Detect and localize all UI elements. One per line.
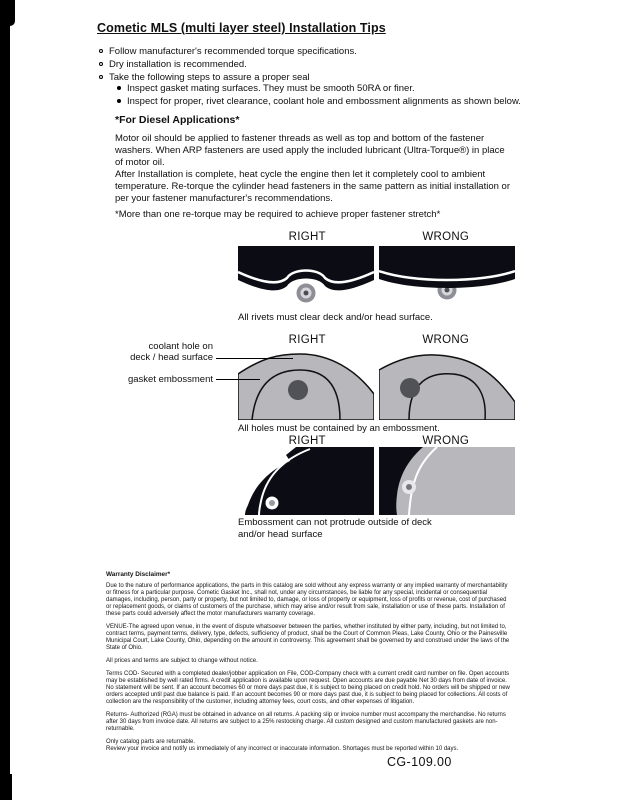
fig3-right-image xyxy=(238,447,374,515)
intro-bullet-list xyxy=(99,45,357,84)
disclaimer-paragraph: VENUE-The agreed upon venue, in the event of dispute whatsoever between the parties, whether instituted by either party, including, but not limited to, contract terms, payment terms, delivery, type, defects, sufficiency of product, shall be the Court of Common Pleas, Lake County, Ohio or the Painesville Municipal Court, Lake County, Ohio, depending on the amount in controversy. This agreement shall be governed by and construed under the laws of the State of Ohio. xyxy=(106,624,510,651)
bullet-text: Inspect for proper, rivet clearance, coolant hole and embossment alignments as shown below. xyxy=(127,96,521,107)
fig1-caption: All rivets must clear deck and/or head surface. xyxy=(238,312,433,323)
figures-section xyxy=(0,229,618,554)
warranty-disclaimer-section xyxy=(106,571,513,759)
fig1-right-image xyxy=(238,246,374,308)
fig1-wrong-label: WRONG xyxy=(422,231,470,243)
page-title: Cometic MLS (multi layer steel) Installation Tips xyxy=(97,21,386,35)
bullet-text: Inspect gasket mating surfaces. They must be smooth 50RA or finer. xyxy=(127,83,415,94)
disclaimer-paragraph: Review your invoice and notify us immediately of any incorrect or inaccurate information. Shortages must be reported within 10 days. xyxy=(106,746,459,752)
gasket-embossment-annotation: gasket embossment xyxy=(127,374,213,385)
disclaimer-heading: Warranty Disclaimer* xyxy=(106,571,171,578)
fig3-right-label: RIGHT xyxy=(288,435,326,447)
fig2-caption: All holes must be contained by an embossment. xyxy=(238,423,440,434)
fig1-labels xyxy=(238,231,515,243)
list-item xyxy=(117,95,521,108)
catalog-page-code: CG-109.00 xyxy=(387,755,452,769)
annotation-line: deck / head surface xyxy=(130,352,213,363)
scan-edge-notch-bottom xyxy=(0,774,12,800)
disclaimer-paragraph: Returns- Authorized (RGA) must be obtained in advance on all returns. A packing slip or invoice number must accompany the merchandise. No returns after 30 days from invoice date. All returns are subject to a 25% restocking charge. All custom designed and custom manufactured gaskets are non-returnable. xyxy=(106,712,506,732)
annotation-line: coolant hole on xyxy=(148,341,213,352)
caption-line: and/or head surface xyxy=(238,528,323,540)
retorque-note: *More than one re-torque may be required to achieve proper fastener stretch* xyxy=(115,209,441,220)
diesel-paragraph-1: Motor oil should be applied to fastener threads as well as top and bottom of the fastener washers. When ARP fasteners are used apply the included lubricant (Ultra-Torque®) in place of motor oil. xyxy=(115,133,505,168)
coolant-hole-annotation xyxy=(107,341,213,363)
disc-bullet-icon xyxy=(117,99,121,103)
sub-bullet-list xyxy=(117,82,521,108)
disclaimer-paragraph: All prices and terms are subject to change without notice. xyxy=(106,658,258,664)
scan-edge-notch-top xyxy=(0,0,15,26)
fig3-caption xyxy=(238,517,468,540)
fig1-wrong-image xyxy=(379,246,515,308)
fig3-wrong-image xyxy=(379,447,515,515)
diesel-applications-heading: *For Diesel Applications* xyxy=(115,114,240,126)
circle-bullet-icon xyxy=(99,49,103,53)
fig2-right-label: RIGHT xyxy=(288,334,326,346)
coolant-hole-leader-line xyxy=(216,358,293,359)
bullet-text: Take the following steps to assure a proper seal xyxy=(109,72,310,83)
fig3-images xyxy=(238,447,515,515)
disc-bullet-icon xyxy=(117,86,121,90)
disclaimer-paragraph: Terms COD- Secured with a completed dealer/jobber application on File, COD-Company check with a current credit card number on file. Open accounts may be established by well rated firms. A credit application is available upon request. Open accounts are due payable Net 30 days from date of invoice. No statement will be sent. If an account becomes 60 or more days past due, it is subject to being placed on credit hold. No orders will be shipped or new orders accepted until past due balance is paid. If an account becomes 90 or more days past due, it is subject to being placed for collections. All costs of collection are the responsibility of the customer, including attorney fees, court costs, and other expenses of litigation. xyxy=(106,671,510,705)
disclaimer-paragraph: Only catalog parts are returnable. xyxy=(106,739,196,745)
embossment-leader-line xyxy=(216,379,260,380)
bullet-text: Dry installation is recommended. xyxy=(109,59,247,70)
circle-bullet-icon xyxy=(99,75,103,79)
list-item xyxy=(117,82,521,95)
disclaimer-paragraph: Due to the nature of performance applications, the parts in this catalog are sold without any express warranty or any implied warranty of merchantability or fitness for a particular purpose. Cometic Gasket Inc., shall not, under any circumstances, be liable for any special, incidental or consequential damages, including, person, party or property, but not limited to, damage, or loss of property or equipment, loss of profits or revenue, cost of purchased or replacement goods, or claims of customers of the purchase, which may arise and/or result from sale, installation or use of these parts. Installation of these parts could adversely affect the motor manufacturers warranty coverage. xyxy=(106,583,508,617)
fig3-wrong-label: WRONG xyxy=(422,435,470,447)
list-item xyxy=(99,58,357,71)
circle-bullet-icon xyxy=(99,62,103,66)
fig2-labels xyxy=(238,334,515,346)
fig2-wrong-label: WRONG xyxy=(422,334,470,346)
bullet-text: Follow manufacturer's recommended torque specifications. xyxy=(109,46,357,57)
diesel-paragraph-2: After Installation is complete, heat cycle the engine then let it completely cool to ambient temperature. Re-torque the cylinder head fasteners in the same pattern as initial installation or per your fastener manufacturer's recommendations. xyxy=(115,169,510,204)
fig2-wrong-image xyxy=(379,348,515,420)
fig3-labels xyxy=(238,435,515,447)
fig1-right-label: RIGHT xyxy=(288,231,326,243)
list-item xyxy=(99,45,357,58)
caption-line: Embossment can not protrude outside of deck xyxy=(238,517,432,528)
fig1-images xyxy=(238,246,515,308)
